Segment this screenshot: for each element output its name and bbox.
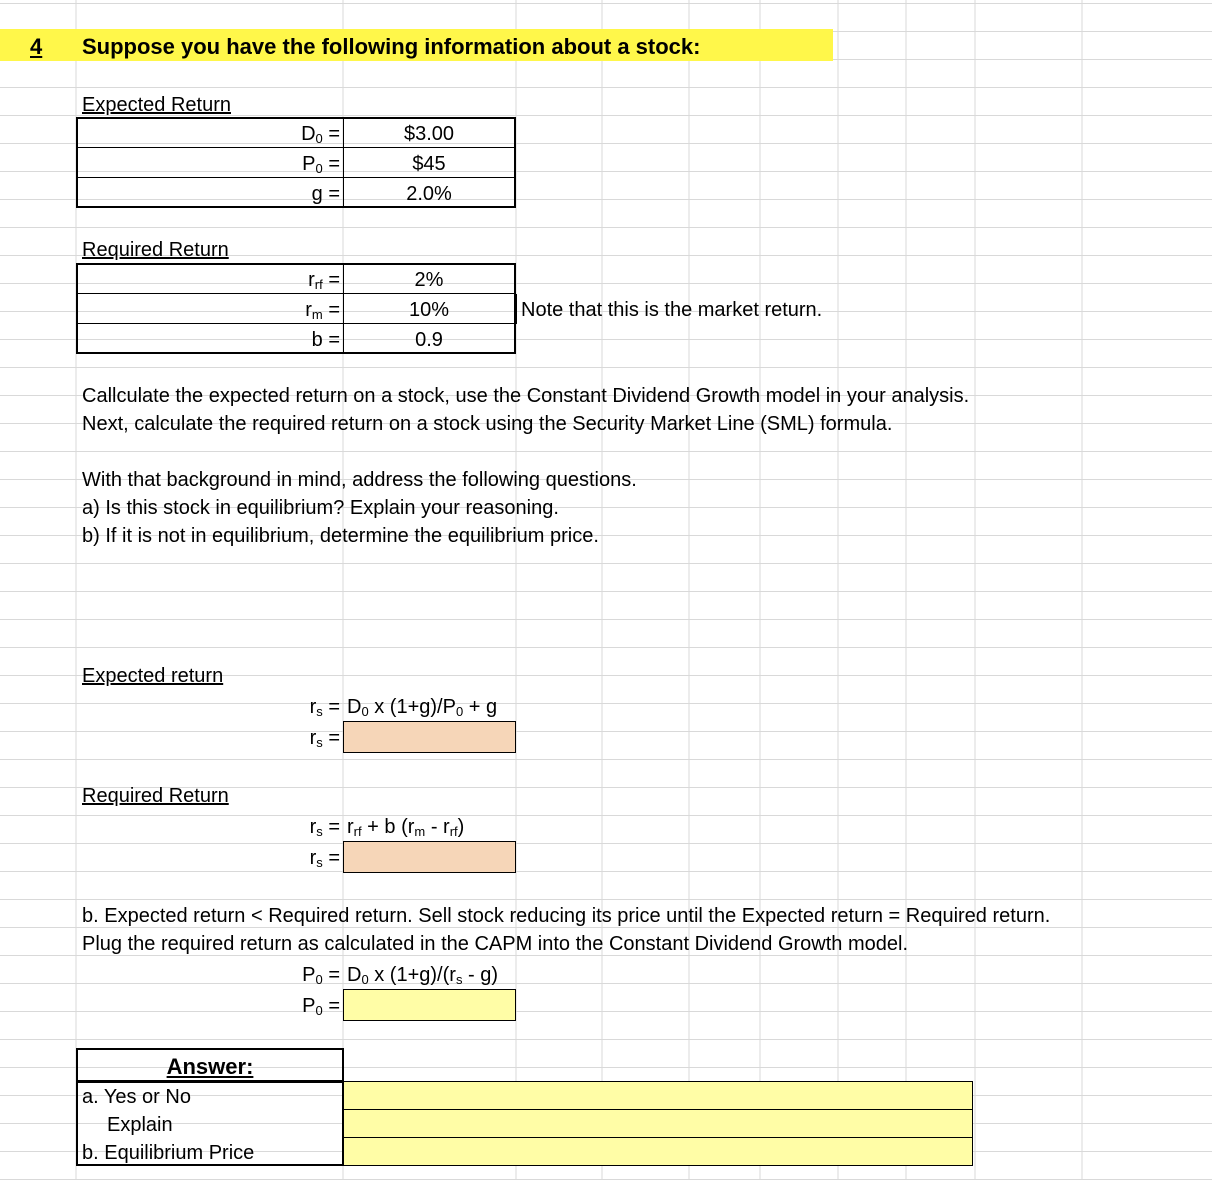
problem-title: Suppose you have the following information about a stock:	[82, 34, 701, 59]
required-return-heading: Required Return	[82, 239, 229, 261]
conclusion-line-1: b. Expected return < Required return. Sell stock reducing its price until the Expected return = Required return.	[82, 905, 1051, 927]
answer-title: Answer:	[166, 1054, 254, 1079]
price-formula: $D_0$ x $(1+g)/(r_s - g)$	[347, 964, 498, 987]
conclusion-line-2: Plug the required return as calculated in the CAPM into the Constant Dividend Growth model.	[82, 933, 908, 955]
expected-result-label: $r_s$ =	[309, 727, 340, 750]
g-label: g =	[311, 183, 340, 205]
question-b: b) If it is not in equilibrium, determine the equilibrium price.	[82, 525, 599, 547]
g-value[interactable]: 2.0%	[406, 183, 452, 205]
answer-label-explain: Explain	[107, 1114, 173, 1136]
d0-value[interactable]: $3.00	[403, 123, 455, 145]
rf-value[interactable]: 2%	[414, 269, 444, 291]
instruction-line-1: Callculate the expected return on a stock, use the Constant Dividend Growth model in your analysis.	[82, 385, 970, 407]
rm-value[interactable]: 10%	[408, 299, 450, 321]
answer-yes-no-input[interactable]	[343, 1081, 973, 1110]
answer-price-input[interactable]	[343, 1137, 973, 1166]
rm-label: $r_m$ =	[305, 299, 340, 322]
d0-label: $D_0$ =	[301, 123, 340, 146]
answer-explain-input[interactable]	[343, 1109, 973, 1138]
required-formula: $r_{rf} + b$ $(r_m - r_{rf})$	[347, 816, 465, 839]
p0-label: $P_0$ =	[302, 153, 340, 176]
question-a: a) Is this stock in equilibrium? Explain your reasoning.	[82, 497, 559, 519]
price-formula-lhs: $P_0$ =	[302, 964, 340, 987]
expected-formula-lhs: $r_s$ =	[309, 696, 340, 719]
beta-value[interactable]: 0.9	[415, 329, 443, 351]
answer-label-yes-no: a. Yes or No	[82, 1086, 191, 1108]
market-return-note: Note that this is the market return.	[521, 299, 823, 321]
beta-label: b =	[311, 329, 340, 351]
rf-label: $r_{rf}$ =	[308, 269, 340, 292]
p0-value[interactable]: $45	[412, 153, 446, 175]
answer-label-price: b. Equilibrium Price	[82, 1142, 255, 1164]
expected-formula: $D_0$ x $(1+g)/P_0 + g$	[347, 696, 498, 719]
questions-intro: With that background in mind, address the following questions.	[82, 469, 637, 491]
expected-return-input[interactable]	[343, 721, 516, 753]
expected-calc-heading: Expected return	[82, 665, 224, 687]
expected-return-heading: Expected Return	[82, 94, 231, 116]
required-calc-heading: Required Return	[82, 785, 229, 807]
required-return-input[interactable]	[343, 841, 516, 873]
equilibrium-price-input[interactable]	[343, 989, 516, 1021]
required-formula-lhs: $r_s$ =	[309, 816, 340, 839]
price-result-label: $P_0$ =	[302, 995, 340, 1018]
instruction-line-2: Next, calculate the required return on a stock using the Security Market Line (SML) formula.	[82, 413, 893, 435]
problem-number: 4	[30, 34, 43, 59]
required-result-label: $r_s$ =	[309, 847, 340, 870]
